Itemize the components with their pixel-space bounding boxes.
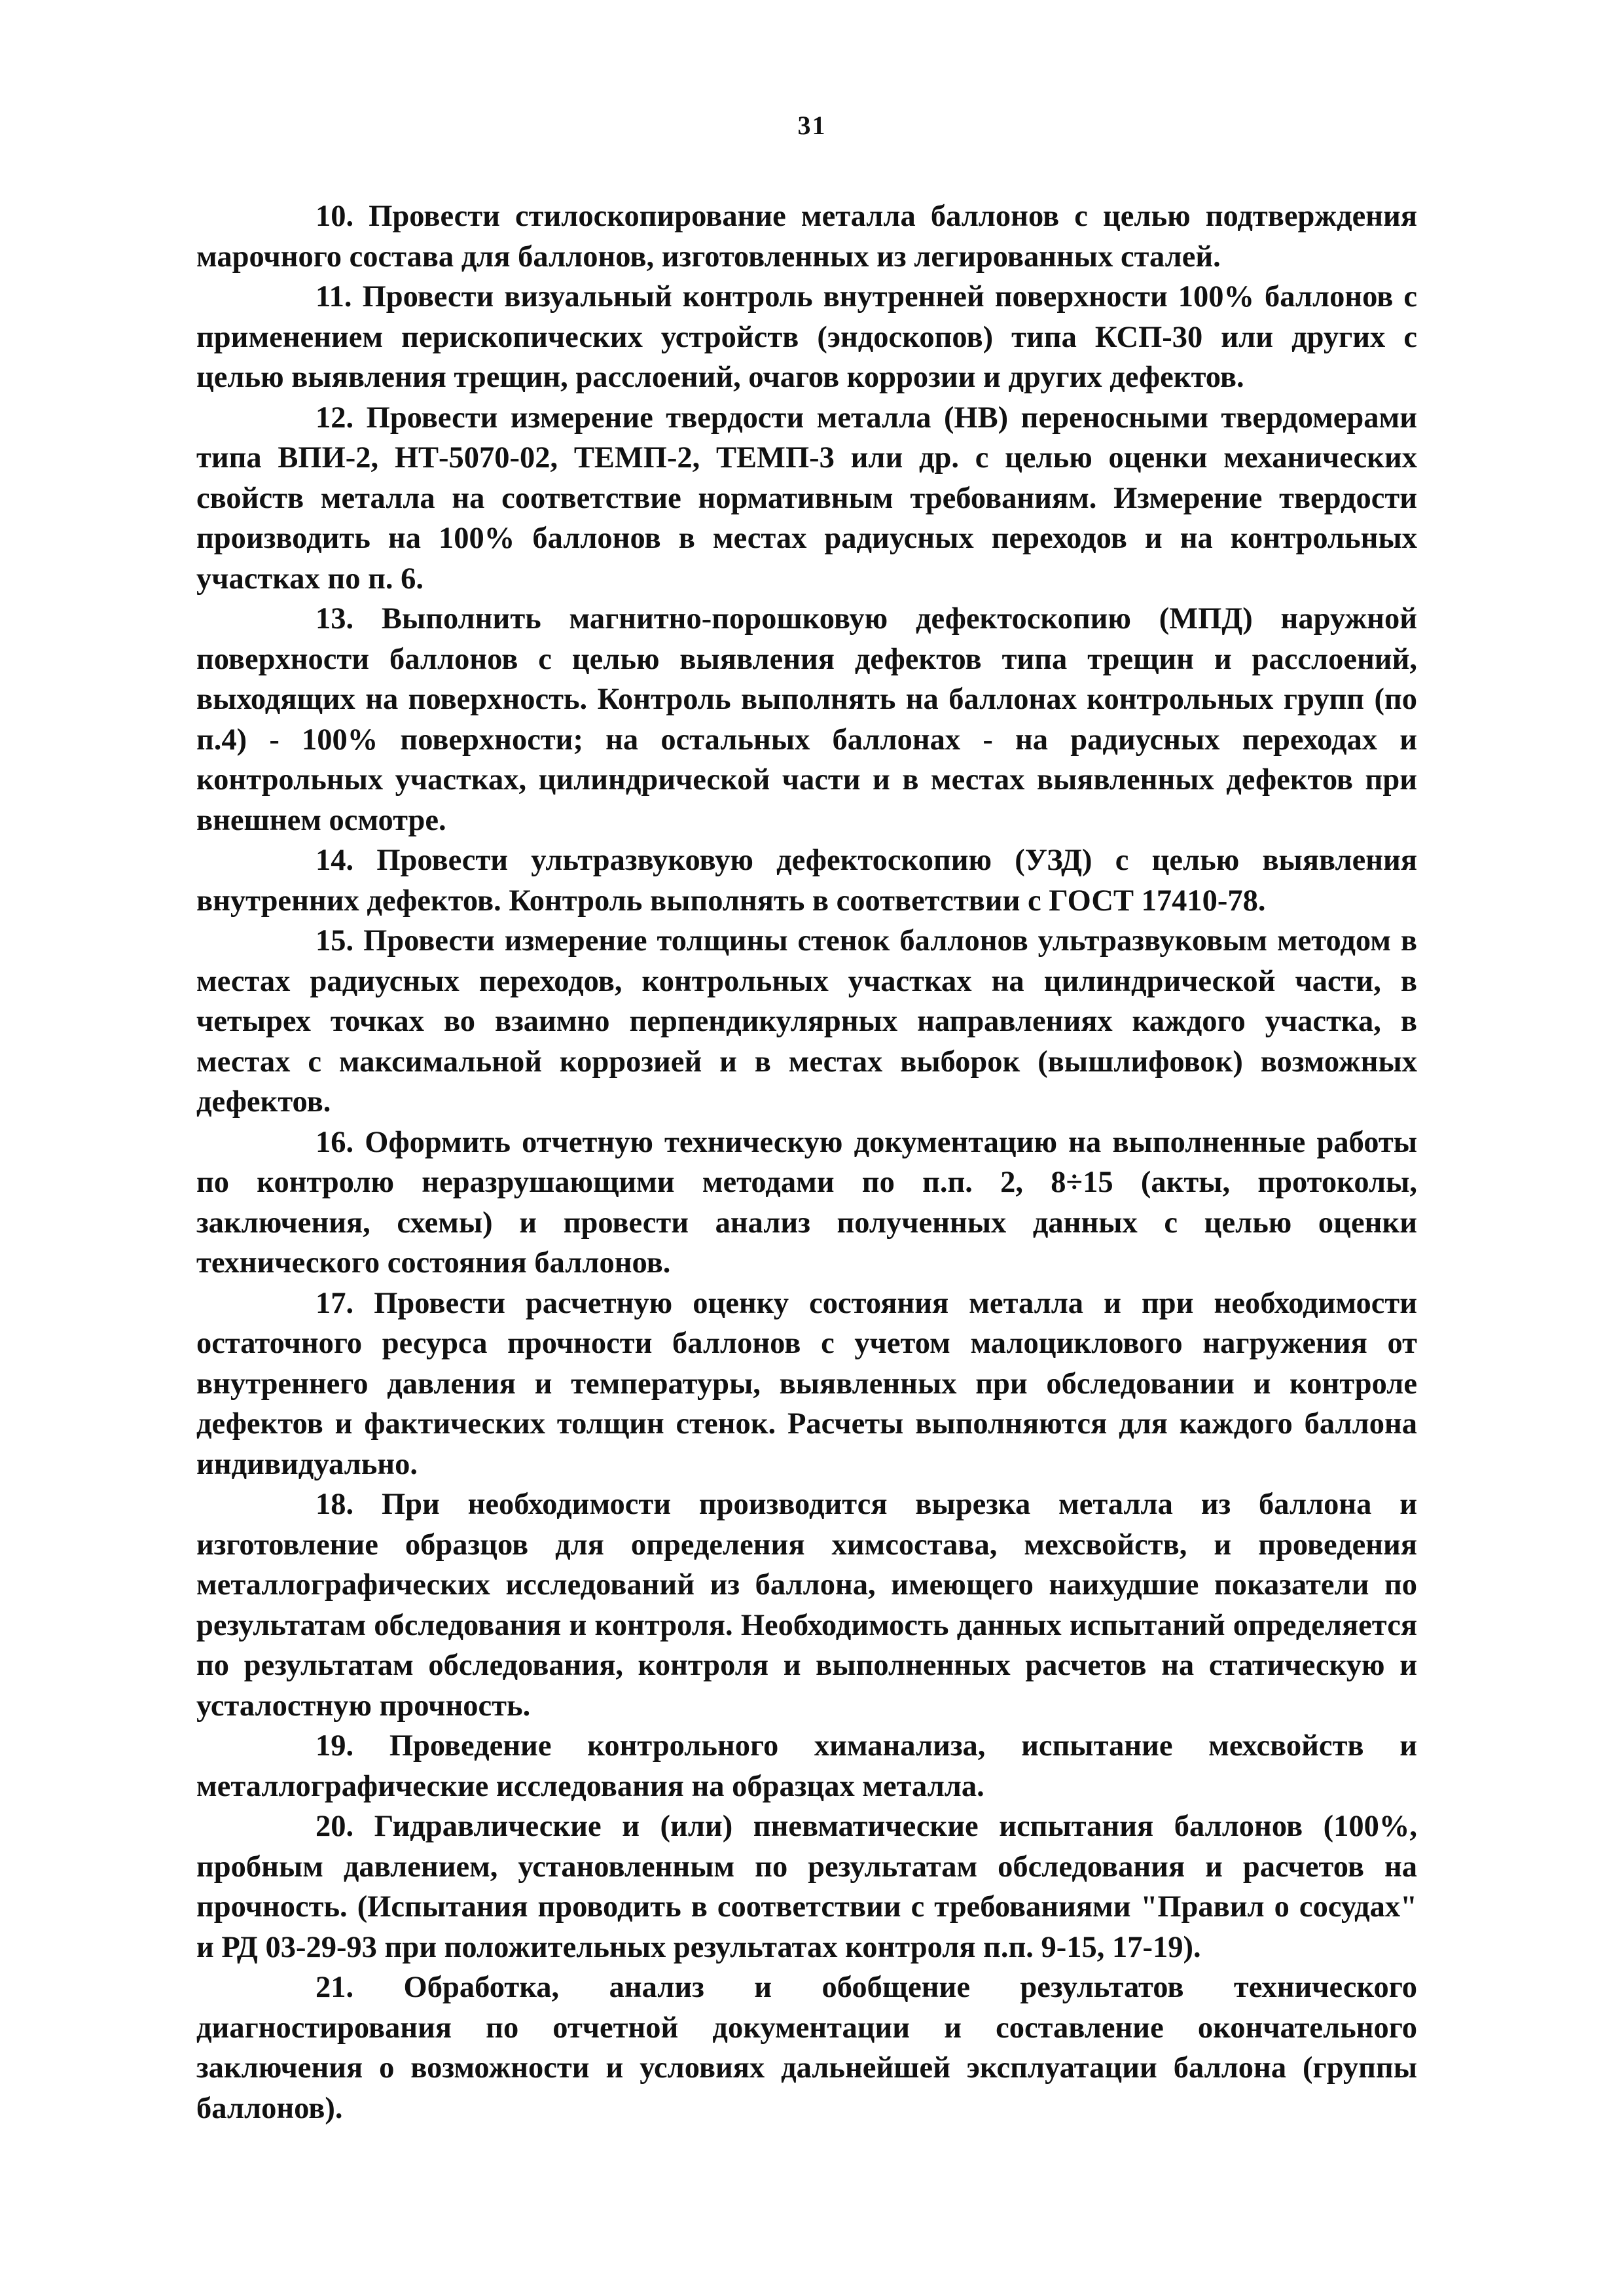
list-item-12	[196, 398, 1417, 600]
list-item-11	[196, 277, 1417, 398]
item-text: Гидравлические и (или) пневматические испытания баллонов (100%, пробным давлением, установленным по результатам обследования и расчетов на прочность. (Испытания проводить в соответствии с требованиями "Правил о сосудах" и РД 03-29-93 при положительных результатах контроля п.п. 9-15, 17-19).	[196, 1810, 1417, 1964]
item-number: 21.	[316, 1971, 354, 2004]
list-item-15	[196, 921, 1417, 1122]
item-number: 13.	[316, 602, 354, 636]
item-text: Обработка, анализ и обобщение результатов технического диагностирования по отчетной документации и составление окончательного заключения о возможности и условиях дальнейшей эксплуатации баллона (группы баллонов).	[196, 1971, 1417, 2125]
list-item-19	[196, 1726, 1417, 1806]
item-text: Провести стилоскопирование металла баллонов с целью подтверждения марочного состава для баллонов, изготовленных из легированных сталей.	[196, 200, 1417, 274]
item-text: Провести измерение твердости металла (НВ) переносными твердомерами типа ВПИ-2, НТ-5070-02, ТЕМП-2, ТЕМП-3 или др. с целью оценки механических свойств металла на соответствие нормативным требованиям. Измерение твердости производить на 100% баллонов в местах радиусных переходов и на контрольных участках по п. 6.	[196, 401, 1417, 596]
numbered-list	[196, 196, 1417, 2128]
item-number: 14.	[316, 844, 354, 877]
item-text: Выполнить магнитно-порошковую дефектоскопию (МПД) наружной поверхности баллонов с целью выявления дефектов типа трещин и расслоений, выходящих на поверхность. Контроль выполнять на баллонах контрольных групп (по п.4) - 100% поверхности; на остальных баллонах - на радиусных переходах и контрольных участках, цилиндрической части и в местах выявленных дефектов при внешнем осмотре.	[196, 602, 1418, 837]
item-text: Провести расчетную оценку состояния металла и при необходимости остаточного ресурса прочности баллонов с учетом малоциклового нагружения от внутреннего давления и температуры, выявленных при обследовании и контроле дефектов и фактических толщин стенок. Расчеты выполняются для каждого баллона индивидуально.	[196, 1286, 1417, 1481]
list-item-14	[196, 840, 1417, 921]
item-number: 20.	[316, 1810, 354, 1843]
item-text: Провести измерение толщины стенок баллонов ультразвуковым методом в местах радиусных переходов, контрольных участках на цилиндрической части, в четырех точках во взаимно перпендикулярных направлениях каждого участка, в местах с максимальной коррозией и в местах выборок (вышлифовок) возможных дефектов.	[196, 924, 1417, 1119]
item-number: 18.	[316, 1488, 354, 1521]
item-text: При необходимости производится вырезка металла из баллона и изготовление образцов для определения химсостава, мехсвойств, и проведения металлографических исследований из баллона, имеющего наихудшие показатели по результатам обследования и контроля. Необходимость данных испытаний определяется по результатам обследования, контроля и выполненных расчетов на статическую и усталостную прочность.	[196, 1488, 1417, 1723]
list-item-16	[196, 1122, 1417, 1283]
item-number: 11.	[316, 280, 352, 314]
list-item-13	[196, 599, 1417, 840]
list-item-20	[196, 1806, 1417, 1967]
item-number: 15.	[316, 924, 354, 958]
list-item-21	[196, 1967, 1417, 2128]
item-text: Проведение контрольного химанализа, испытание мехсвойств и металлографические исследования на образцах металла.	[196, 1729, 1417, 1803]
item-number: 12.	[316, 401, 354, 435]
item-number: 10.	[316, 200, 354, 233]
item-text: Провести визуальный контроль внутренней поверхности 100% баллонов с применением перископических устройств (эндоскопов) типа КСП-30 или других с целью выявления трещин, расслоений, очагов коррозии и других дефектов.	[196, 280, 1417, 394]
page-number: 31	[797, 111, 827, 140]
list-item-17	[196, 1283, 1417, 1485]
list-item-10	[196, 196, 1417, 277]
item-text: Провести ультразвуковую дефектоскопию (УЗД) с целью выявления внутренних дефектов. Контроль выполнять в соответствии с ГОСТ 17410-78.	[196, 844, 1417, 918]
item-number: 17.	[316, 1286, 354, 1320]
item-text: Оформить отчетную техническую документацию на выполненные работы по контролю неразрушающими методами по п.п. 2, 8÷15 (акты, протоколы, заключения, схемы) и провести анализ полученных данных с целью оценки технического состояния баллонов.	[196, 1125, 1417, 1280]
list-item-18	[196, 1484, 1417, 1726]
item-number: 16.	[316, 1125, 354, 1159]
item-number: 19.	[316, 1729, 354, 1763]
